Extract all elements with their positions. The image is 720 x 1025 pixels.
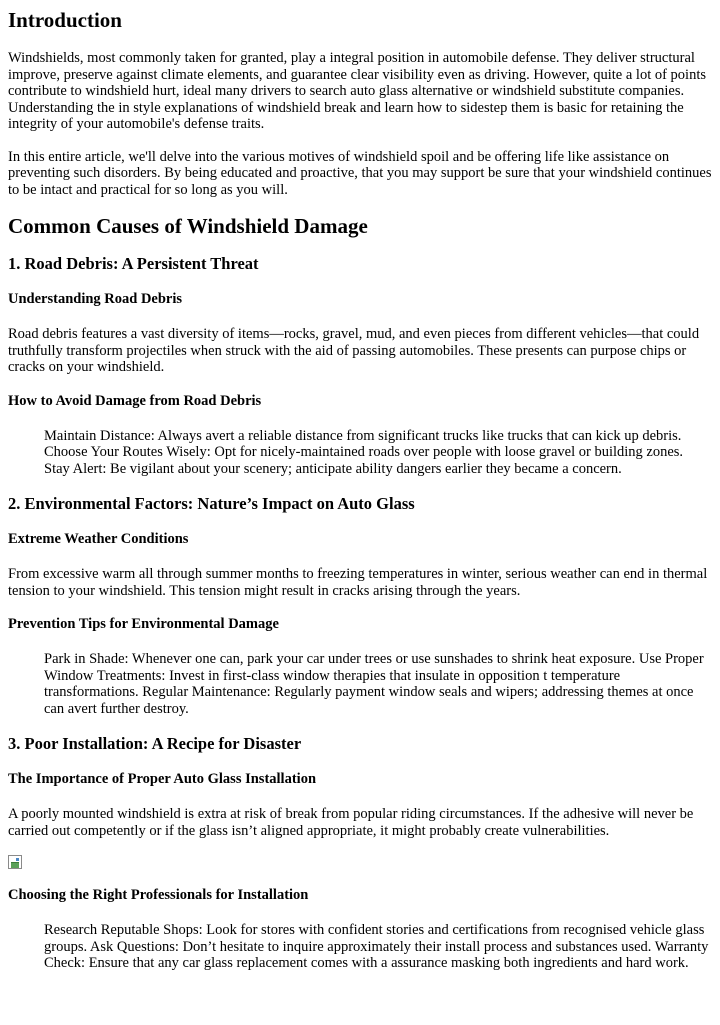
- poor-installation-heading: 3. Poor Installation: A Recipe for Disaster: [8, 734, 302, 753]
- proper-installation-subheading: The Importance of Proper Auto Glass Installation: [8, 771, 317, 787]
- road-debris-tips: Maintain Distance: Always avert a reliable distance from significant trucks like trucks that can kick up debris. Choose Your Routes Wisely: Opt for nicely-maintained roads over people with loose gravel or building zones. Stay Alert: Be vigilant about your scenery; anticipate ability dangers earlier they became a concern.: [44, 427, 684, 477]
- road-debris-paragraph: Road debris features a vast diversity of items—rocks, gravel, mud, and even pieces from different vehicles—that could truthfully transform projectiles when struck with the aid of passing automobiles. These presents can purpose chips or cracks on your windshield.: [8, 326, 700, 375]
- intro-heading: Introduction: [8, 8, 122, 32]
- environmental-factors-heading: 2. Environmental Factors: Nature’s Impact on Auto Glass: [8, 494, 415, 513]
- avoid-road-debris-subheading: How to Avoid Damage from Road Debris: [8, 392, 262, 409]
- article: [0, 8, 720, 972]
- environmental-prevention-subheading: Prevention Tips for Environmental Damage: [8, 616, 279, 632]
- environmental-prevention-tips: Park in Shade: Whenever one can, park your car under trees or use sunshades to shrink heat exposure. Use Proper Window Treatments: Invest in first-class window therapies that insulate in opposition t temperature transformations. Regular Maintenance: Regularly payment window seals and wipers; addressing themes at once can avert further destroy.: [44, 651, 704, 717]
- extreme-weather-subheading: Extreme Weather Conditions: [8, 531, 189, 547]
- intro-paragraph-1: Windshields, most commonly taken for granted, play a integral position in automobile defense. They deliver structural improve, preserve against climate elements, and guarantee clear visibility even as driving. However, quite a lot of points contribute to windshield hurt, ideal many drivers to search auto glass alternative or windshield substitute companies. Understanding the in style explanations of windshield break and learn how to sidestep them is basic for retaining the integrity of your automobile's defense traits.: [8, 50, 707, 132]
- extreme-weather-paragraph: From excessive warm all through summer months to freezing temperatures in winter, serious weather can end in thermal tension to your windshield. This tension might result in cracks arising through the years.: [8, 566, 708, 599]
- choosing-professionals-subheading: Choosing the Right Professionals for Installation: [8, 887, 309, 903]
- choosing-professionals-tips: Research Reputable Shops: Look for stores with confident stories and certifications from recognised vehicle glass groups. Ask Questions: Don’t hesitate to inquire approximately their install process and substances used. Warranty Check: Ensure that any car glass replacement comes with a assurance masking both ingredients and hard work.: [44, 922, 709, 971]
- broken-image-icon: [8, 855, 22, 869]
- intro-paragraph-2: In this entire article, we'll delve into the various motives of windshield spoil and be offering life like assistance on preventing such disorders. By being educated and proactive, that you may support be sure that your windshield continues to be intact and practical for so long as you will.: [8, 148, 712, 198]
- understanding-road-debris-subheading: Understanding Road Debris: [8, 291, 183, 307]
- road-debris-heading: 1. Road Debris: A Persistent Threat: [8, 254, 259, 273]
- causes-heading: Common Causes of Windshield Damage: [8, 214, 368, 238]
- poor-installation-paragraph: A poorly mounted windshield is extra at risk of break from popular riding circumstances. If the adhesive will never be carried out competently or if the glass isn’t aligned appropriate, it might probably create vulnerabilities.: [8, 806, 694, 839]
